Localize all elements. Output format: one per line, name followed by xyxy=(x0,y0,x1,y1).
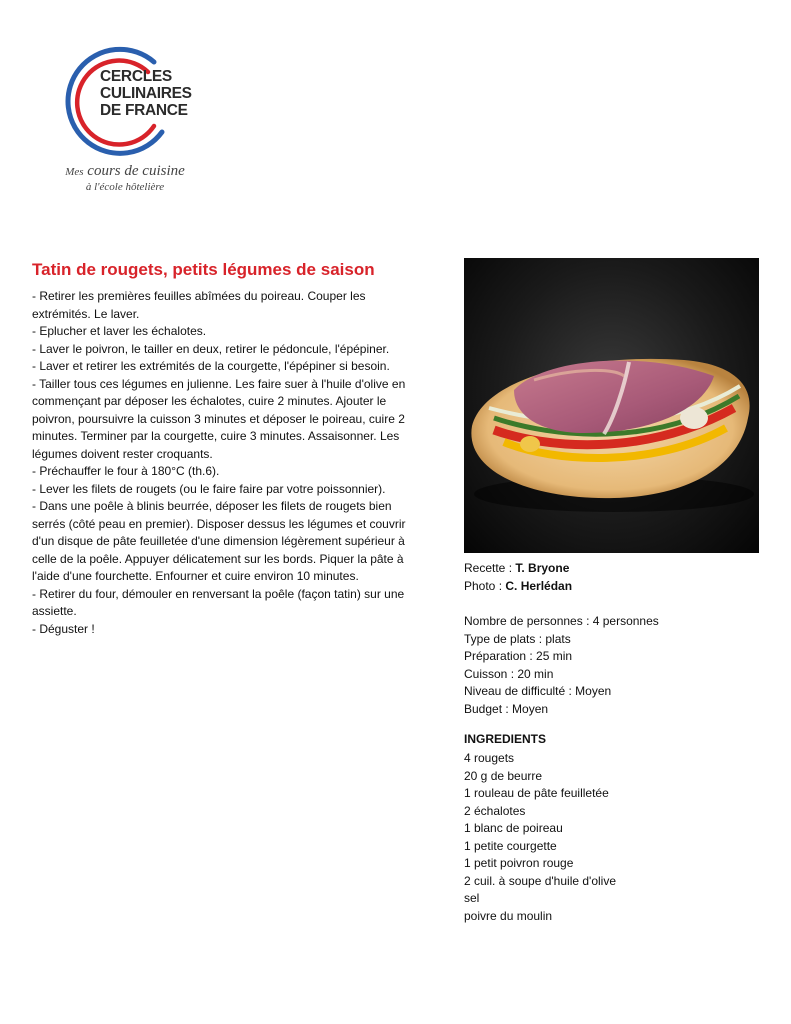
credit-recipe: Recette : T. Bryone xyxy=(464,561,570,575)
step-item: - Préchauffer le four à 180°C (th.6). xyxy=(32,464,220,478)
step-item: - Tailler tous ces légumes en julienne. Les faire suer à l'huile d'olive en commençant par déposer les échalotes, cuire 2 minutes. Ajouter le poivron, poursuivre la cuisson 3 minutes et déposer le poireau, cuire 2 minutes. Terminer par la courgette, cuire 3 minutes. Assaisonner. Les légumes doivent rester croquants. xyxy=(32,376,406,461)
info-cooking: Cuisson : 20 min xyxy=(464,666,554,681)
step-item: - Retirer les premières feuilles abîmées du poireau. Couper les extrémités. Le laver. xyxy=(32,289,366,321)
step-item: - Lever les filets de rougets (ou le faire faire par votre poissonnier). xyxy=(32,481,386,496)
ingredient-item: 1 petit poivron rouge xyxy=(464,856,574,870)
dish-illustration xyxy=(464,258,759,553)
info-preparation: Préparation : 25 min xyxy=(464,649,573,663)
ingredient-item: 1 petite courgette xyxy=(464,838,557,853)
credit-photo: Photo : C. Herlédan xyxy=(464,578,573,593)
recipe-steps xyxy=(32,288,422,638)
dish-photo xyxy=(464,258,759,553)
credits xyxy=(464,560,572,595)
info-dish-type: Type de plats : plats xyxy=(464,631,571,646)
ingredient-item: sel xyxy=(464,891,480,905)
logo-tagline: Mes cours de cuisine à l'école hôtelière xyxy=(65,163,185,193)
ingredient-item: poivre du moulin xyxy=(464,908,553,923)
ingredient-item: 2 échalotes xyxy=(464,803,526,818)
ingredients-list xyxy=(464,750,616,925)
ingredients-heading: INGREDIENTS xyxy=(464,732,547,746)
ingredient-item: 20 g de beurre xyxy=(464,768,543,783)
step-item: - Laver et retirer les extrémités de la courgette, l'épépiner si besoin. xyxy=(32,359,390,373)
step-item: - Dans une poêle à blinis beurrée, déposer les filets de rougets bien serrés (côté peau en premier). Disposer dessus les légumes et couvrir d'un disque de pâte feuilletée d'une dimension légèrement supérieur à celle de la poêle. Appuyer délicatement sur les bords. Piquer la pâte à l'aide d'une fourchette. Enfourner et cuire environ 10 minutes. xyxy=(32,499,406,583)
ingredient-item: 4 rougets xyxy=(464,751,515,765)
ingredient-item: 2 cuil. à soupe d'huile d'olive xyxy=(464,873,617,888)
recipe-title: Tatin de rougets, petits légumes de saison xyxy=(32,260,375,279)
step-item: - Laver le poivron, le tailler en deux, retirer le pédoncule, l'épépiner. xyxy=(32,341,390,356)
info-budget: Budget : Moyen xyxy=(464,701,549,716)
ingredient-item: 1 blanc de poireau xyxy=(464,821,563,835)
step-item: - Déguster ! xyxy=(32,621,95,636)
info-servings: Nombre de personnes : 4 personnes xyxy=(464,614,659,628)
ingredient-item: 1 rouleau de pâte feuilletée xyxy=(464,786,609,800)
step-item: - Retirer du four, démouler en renversant la poêle (façon tatin) sur une assiette. xyxy=(32,586,405,618)
logo-wordmark: CERCLES CULINAIRES DE FRANCE xyxy=(100,68,192,119)
logo xyxy=(40,30,220,205)
recipe-info xyxy=(464,613,659,718)
info-difficulty: Niveau de difficulté : Moyen xyxy=(464,684,612,698)
step-item: - Eplucher et laver les échalotes. xyxy=(32,324,207,338)
